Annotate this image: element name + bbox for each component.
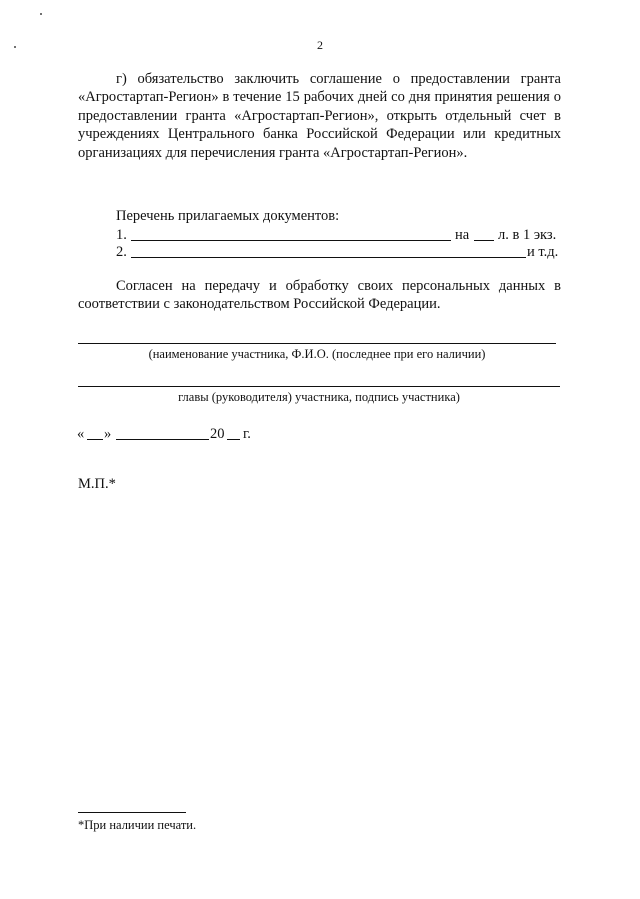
document-item-1-sheets: л. в 1 экз. bbox=[498, 227, 557, 243]
stamp-mark: М.П.* bbox=[78, 476, 116, 492]
date-year-prefix: 20 bbox=[210, 426, 225, 442]
participant-signature-caption: главы (руководителя) участника, подпись участника) bbox=[178, 390, 460, 404]
document-item-1-on: на bbox=[455, 227, 470, 243]
obligation-text: г) обязательство заключить соглашение о предоставлении гранта «Агростартап-Регион» в течение 15 рабочих дней со дня принятия решения о предоставлении гранта «Агростартап-Регион», открыть отдельный счет в учреждениях Центрального банка Российской Федерации или кредитных организациях для перечисления гранта «Агростартап-Регион». bbox=[78, 71, 561, 161]
date-year-suffix: г. bbox=[243, 426, 251, 442]
documents-heading: Перечень прилагаемых документов: bbox=[116, 208, 340, 224]
page-number: 2 bbox=[317, 38, 323, 52]
obligation-paragraph bbox=[78, 70, 561, 162]
participant-signature-field[interactable] bbox=[78, 386, 560, 387]
footnote-separator bbox=[78, 812, 186, 813]
consent-text: Согласен на передачу и обработку своих персональных данных в соответствии с законодательством Российской Федерации. bbox=[78, 278, 561, 313]
document-item-1-number: 1. bbox=[116, 227, 127, 243]
document-item-2-etc: и т.д. bbox=[527, 244, 559, 260]
participant-name-caption: (наименование участника, Ф.И.О. (последнее при его наличии) bbox=[148, 347, 486, 361]
document-item-1-sheets-field[interactable] bbox=[474, 240, 494, 241]
document-item-1-field[interactable] bbox=[131, 240, 451, 241]
date-open-quote: « bbox=[77, 426, 85, 442]
document-item-2-field[interactable] bbox=[131, 257, 526, 258]
footnote: *При наличии печати. bbox=[78, 818, 197, 832]
date-close-quote: » bbox=[104, 426, 112, 442]
scan-speck bbox=[40, 13, 42, 15]
participant-name-field[interactable] bbox=[78, 343, 556, 344]
document-item-2-number: 2. bbox=[116, 244, 127, 260]
date-year-field[interactable] bbox=[227, 439, 240, 440]
consent-paragraph bbox=[78, 277, 561, 314]
date-day-field[interactable] bbox=[87, 439, 103, 440]
date-month-field[interactable] bbox=[116, 439, 209, 440]
